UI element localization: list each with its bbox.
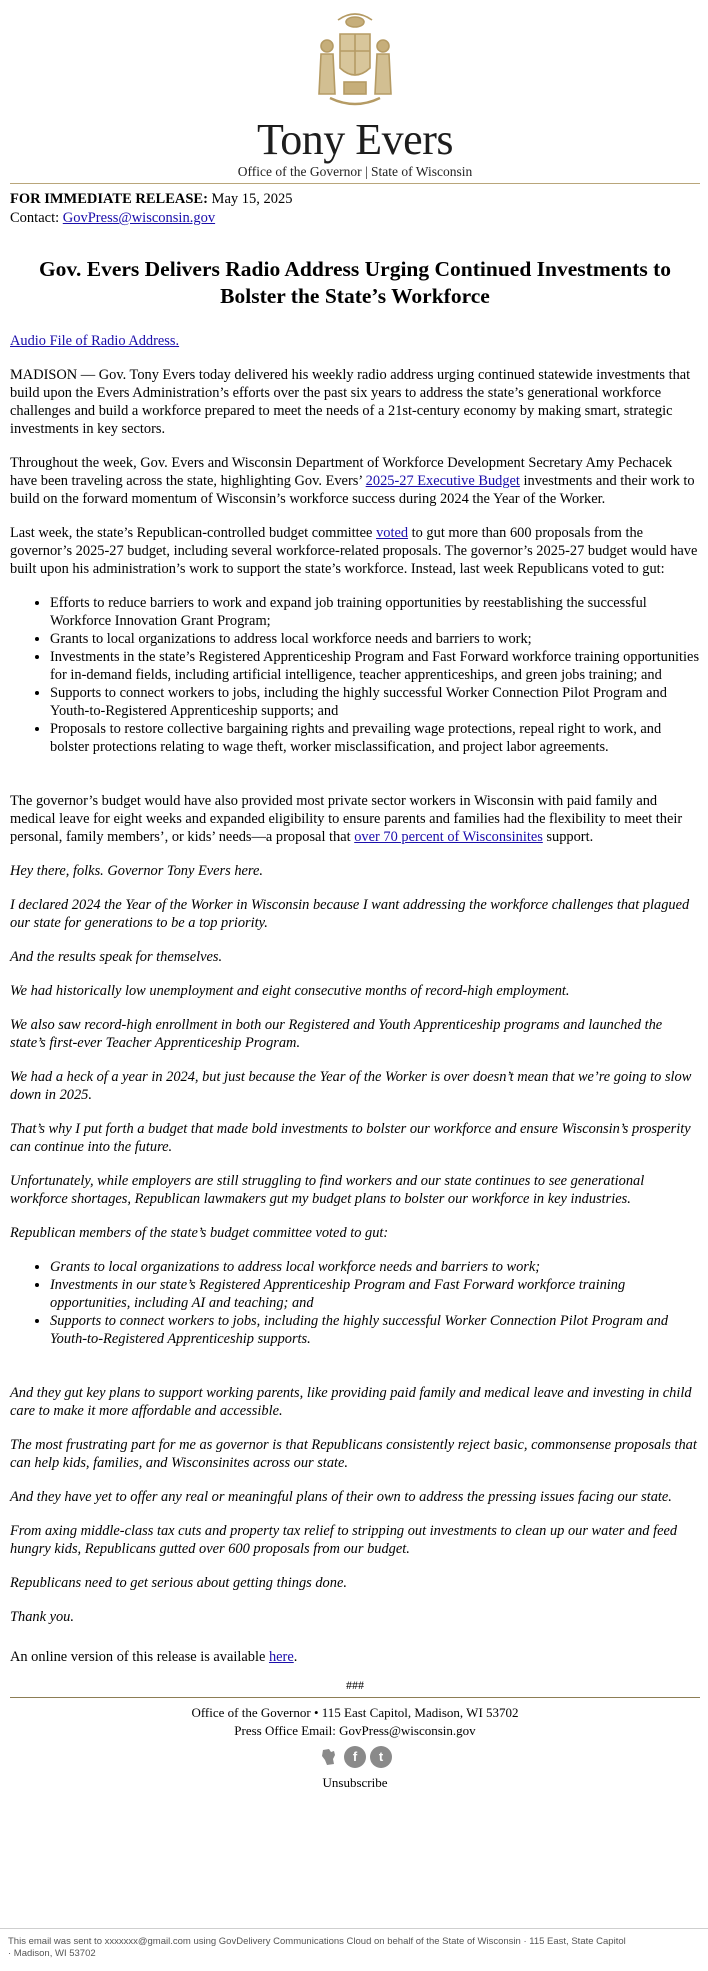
- release-title: Gov. Evers Delivers Radio Address Urging Continued Investments to Bolster the State’s Workforce: [38, 257, 672, 308]
- transcript-paragraph: I declared 2024 the Year of the Worker in Wisconsin because I want addressing the workforce challenges that plagued our state for generations to be a top priority.: [10, 897, 690, 931]
- letterhead: [10, 0, 700, 184]
- contact-label: Contact:: [10, 210, 60, 226]
- press-release: [10, 0, 700, 1792]
- body-paragraph: MADISON — Gov. Tony Evers today delivered his weekly radio address urging continued statewide investments that build upon the Evers Administration’s efforts over the past six years to address the state’s generational workforce challenges and build a workforce prepared to meet the needs of a 21st-century economy by making smart, strategic investments in key sectors.: [10, 367, 691, 437]
- online-version-line: [10, 1648, 700, 1666]
- wisconsin-state-icon[interactable]: [318, 1746, 340, 1768]
- delivery-note: This email was sent to xxxxxxx@gmail.com using GovDelivery Communications Cloud on behalf of the State of Wisconsin · 115 East, State Capitol · Madison, WI 53702: [8, 1936, 626, 1959]
- transcript-paragraph: Republicans need to get serious about getting things done.: [10, 1575, 347, 1591]
- transcript-paragraph: And the results speak for themselves.: [10, 949, 223, 965]
- release-line: [10, 190, 700, 209]
- radio-address-transcript: [10, 862, 700, 1626]
- body-paragraph: [10, 524, 700, 578]
- office-address: Office of the Governor • 115 East Capitol, Madison, WI 53702: [191, 1705, 519, 1720]
- list-item: • Investments in the state’s Registered Apprenticeship Program and Fast Forward workforce training opportunities for in-demand fields, including artificial intelligence, teacher apprenticeships, and green jobs training; and: [50, 648, 700, 684]
- text-span: .: [293, 1649, 298, 1665]
- text-span: Last week, the state’s Republican-controlled budget committee: [10, 525, 377, 541]
- transcript-paragraph: Thank you.: [10, 1609, 74, 1625]
- transcript-paragraph: And they gut key plans to support working parents, like providing paid family and medical leave and investing in child care to make it more affordable and accessible.: [10, 1385, 692, 1419]
- state-seal-icon: [300, 6, 410, 114]
- twitter-icon[interactable]: t: [370, 1746, 392, 1768]
- body-paragraph: [10, 454, 700, 508]
- wisconsinites-poll-link[interactable]: over 70 percent of Wisconsinites: [354, 829, 543, 845]
- transcript-paragraph: That’s why I put forth a budget that made bold investments to bolster our workforce and ensure Wisconsin’s prosperity can continue into the future.: [10, 1121, 691, 1155]
- audio-file-link[interactable]: Audio File of Radio Address.: [10, 333, 180, 349]
- release-label: FOR IMMEDIATE RELEASE:: [10, 191, 208, 207]
- transcript-paragraph: The most frustrating part for me as governor is that Republicans consistently reject basic, commonsense proposals that can help kids, families, and Wisconsinites across our state.: [10, 1437, 697, 1471]
- body-paragraph: [10, 792, 700, 846]
- release-meta: [10, 190, 700, 228]
- facebook-icon[interactable]: f: [344, 1746, 366, 1768]
- list-item: • Supports to connect workers to jobs, including the highly successful Worker Connection Pilot Program and Youth-to-Registered Apprenticeship supports; and: [50, 684, 700, 720]
- online-version-link[interactable]: here: [268, 1649, 294, 1665]
- text-span: to gut more than 600 proposals from the governor’s 2025-27 budget, including several workforce-related proposals. The governor’s 2025-27 budget would have built upon his administration’s work to support the state’s workforce. Instead, last week Republicans voted to gut:: [10, 525, 698, 577]
- list-item: • Efforts to reduce barriers to work and expand job training opportunities by reestablishing the successful Workforce Innovation Grant Program;: [50, 594, 700, 630]
- list-item: • Supports to connect workers to jobs, including the highly successful Worker Connection Pilot Program and Youth-to-Registered Apprenticeship supports.: [50, 1312, 700, 1348]
- transcript-paragraph: We had a heck of a year in 2024, but just because the Year of the Worker is over doesn’t mean that we’re going to slow down in 2025.: [10, 1069, 692, 1103]
- transcript-paragraph: Hey there, folks. Governor Tony Evers here.: [10, 863, 263, 879]
- transcript-list: [10, 1258, 700, 1348]
- unsubscribe-link[interactable]: Unsubscribe: [322, 1775, 388, 1790]
- list-item: • Grants to local organizations to address local workforce needs and barriers to work;: [50, 1258, 700, 1276]
- footer-divider: [10, 1697, 700, 1698]
- governor-name: Tony Evers: [257, 115, 453, 164]
- voted-link[interactable]: voted: [376, 525, 409, 541]
- text-span: support.: [542, 829, 594, 845]
- end-marker: ###: [346, 1678, 364, 1692]
- footer: [10, 1704, 700, 1792]
- list-item: • Proposals to restore collective bargaining rights and prevailing wage protections, repeal right to work, and bolster protections relating to wage theft, worker misclassification, and project labor agreements.: [50, 720, 700, 756]
- office-subline: Office of the Governor | State of Wisconsin: [237, 164, 473, 179]
- text-span: An online version of this release is available: [10, 1649, 269, 1665]
- social-icons: [10, 1746, 700, 1768]
- contact-line: [10, 209, 700, 228]
- header-divider: [10, 183, 700, 184]
- contact-email-link[interactable]: GovPress@wisconsin.gov: [62, 210, 216, 226]
- press-email: Press Office Email: GovPress@wisconsin.gov: [234, 1723, 476, 1738]
- transcript-paragraph: Republican members of the state’s budget committee voted to gut:: [10, 1225, 389, 1241]
- list-item: • Investments in our state’s Registered Apprenticeship Program and Fast Forward workforce training opportunities, including AI and teaching; and: [50, 1276, 700, 1312]
- transcript-paragraph: Unfortunately, while employers are still struggling to find workers and our state continues to see generational workforce shortages, Republican lawmakers gut my budget plans to bolster our workforce in key industries.: [10, 1173, 645, 1207]
- transcript-paragraph: And they have yet to offer any real or meaningful plans of their own to address the pressing issues facing our state.: [10, 1489, 672, 1505]
- executive-budget-link[interactable]: 2025-27 Executive Budget: [365, 473, 520, 489]
- spacer: [10, 772, 700, 792]
- text-span: Throughout the week, Gov. Evers and Wisconsin Department of Workforce Development Secretary Amy Pechacek have been traveling across the state, highlighting Gov. Evers’: [10, 455, 673, 489]
- list-item: • Grants to local organizations to address local workforce needs and barriers to work;: [50, 630, 700, 648]
- transcript-paragraph: We had historically low unemployment and eight consecutive months of record-high employment.: [10, 983, 570, 999]
- gutted-proposals-list: [10, 594, 700, 756]
- text-span: The governor’s budget would have also provided most private sector workers in Wisconsin with paid family and medical leave for eight weeks and expanded eligibility to ensure parents and families had the flexibility to meet their personal, family members’, or kids’ needs—a proposal that: [10, 793, 683, 845]
- text-span: investments and their work to build on the forward momentum of Wisconsin’s workforce success during 2024 the Year of the Worker.: [10, 473, 695, 507]
- transcript-paragraph: From axing middle-class tax cuts and property tax relief to stripping out investments to clean up our water and feed hungry kids, Republicans gutted over 600 proposals from our budget.: [10, 1523, 678, 1557]
- spacer: [10, 1364, 700, 1384]
- release-date: May 15, 2025: [211, 191, 293, 207]
- bottom-divider: [0, 1928, 708, 1929]
- transcript-paragraph: We also saw record-high enrollment in both our Registered and Youth Apprenticeship programs and launched the state’s first-ever Teacher Apprenticeship Program.: [10, 1017, 663, 1051]
